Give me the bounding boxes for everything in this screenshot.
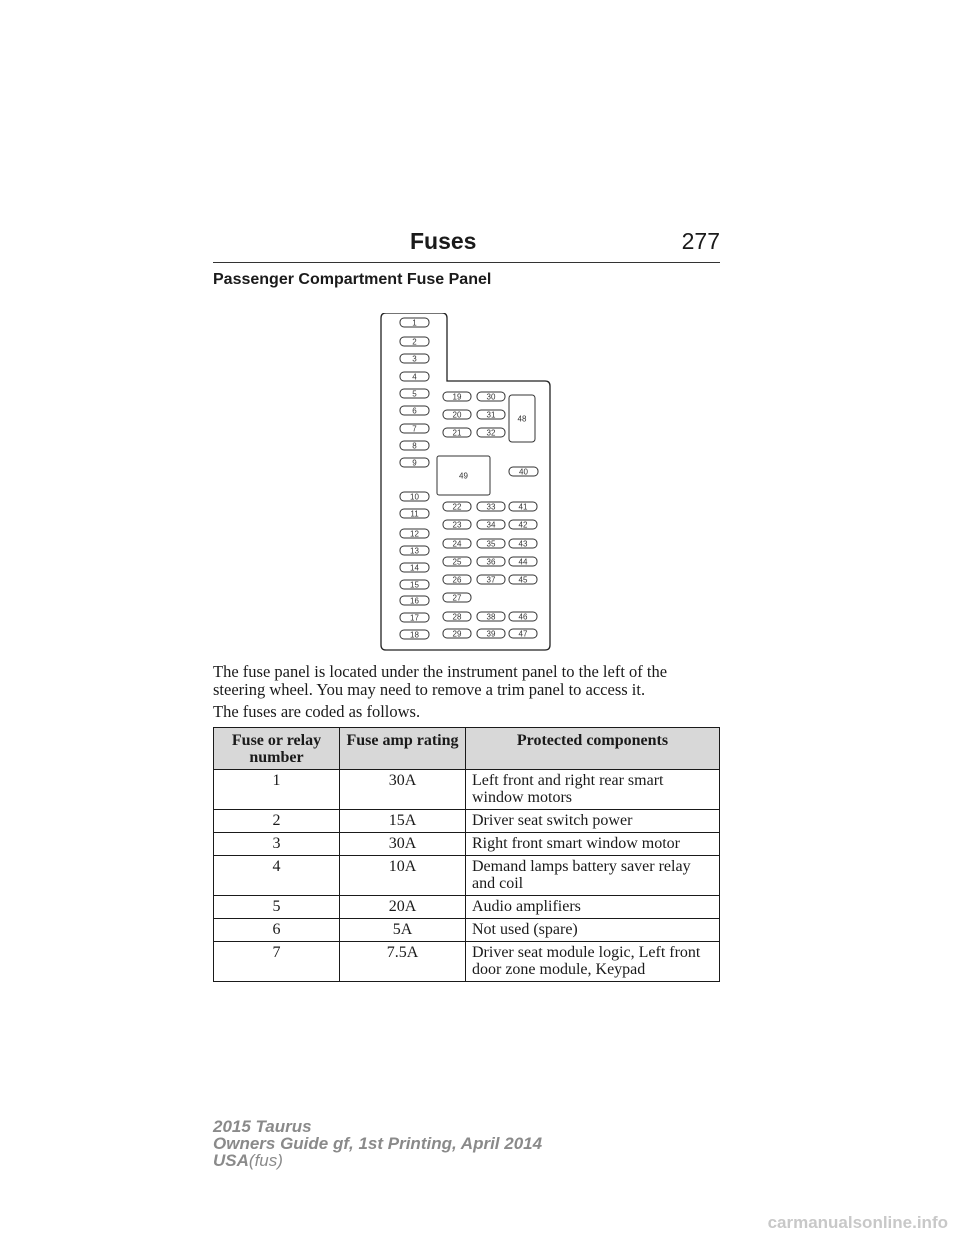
fuse-label: 27: [452, 593, 462, 603]
fuse-label: 49: [459, 471, 468, 481]
fuse-42: [509, 520, 537, 530]
fuse-43: [509, 539, 537, 549]
components-cell: Driver seat module logic, Left front door zone module, Keypad: [466, 942, 720, 982]
fuse-panel-diagram: [380, 313, 552, 651]
fuse-label: 32: [486, 428, 496, 438]
fuse-label: 22: [452, 502, 462, 512]
fuse-1: [400, 318, 429, 328]
amp-rating-cell: 15A: [340, 810, 466, 833]
components-cell: Right front smart window motor: [466, 833, 720, 856]
components-cell: Demand lamps battery saver relay and coil: [466, 856, 720, 896]
fuse-label: 18: [410, 630, 419, 640]
fuse-label: 13: [410, 546, 419, 556]
fuse-number-cell: 6: [214, 919, 340, 942]
fuse-32: [477, 428, 505, 438]
table-header-row: [214, 728, 720, 770]
fuse-label: 42: [518, 520, 528, 530]
fuse-33: [477, 502, 505, 512]
fuse-label: 29: [452, 629, 462, 639]
fuse-39: [477, 629, 505, 639]
fuse-11: [400, 509, 429, 519]
fuse-30: [477, 392, 505, 402]
fuse-label: 36: [486, 557, 496, 567]
footer-printing: Owners Guide gf, 1st Printing, April 2014: [213, 1134, 543, 1153]
fuse-18: [400, 630, 429, 640]
table-row: [214, 770, 720, 810]
table-row: [214, 810, 720, 833]
subheading: Passenger Compartment Fuse Panel: [213, 271, 492, 288]
amp-rating-cell: 5A: [340, 919, 466, 942]
fuse-6: [400, 406, 429, 416]
fuse-label: 19: [452, 392, 462, 402]
fuse-label: 17: [410, 613, 419, 623]
fuse-25: [443, 557, 471, 567]
fuse-20: [443, 410, 471, 420]
fuse-number-cell: 3: [214, 833, 340, 856]
fuse-label: 14: [410, 563, 419, 573]
components-cell: Not used (spare): [466, 919, 720, 942]
amp-rating-cell: 20A: [340, 896, 466, 919]
components-cell: Left front and right rear smart window motors: [466, 770, 720, 810]
fuse-41: [509, 502, 537, 512]
fuse-label: 20: [452, 410, 462, 420]
column-header-fuse-number: Fuse or relay number: [214, 728, 340, 770]
fuse-label: 4: [412, 372, 417, 382]
footer-market-suffix: (fus): [248, 1151, 283, 1170]
fuse-label: 30: [486, 392, 496, 402]
fuse-5: [400, 389, 429, 399]
fuse-label: 47: [518, 629, 528, 639]
amp-rating-cell: 30A: [340, 833, 466, 856]
table-row: [214, 919, 720, 942]
fuse-27: [443, 593, 471, 603]
amp-rating-cell: 10A: [340, 856, 466, 896]
fuse-label: 11: [410, 509, 419, 519]
fuse-label: 46: [518, 612, 528, 622]
fuse-label: 6: [412, 406, 417, 416]
fuse-label: 26: [452, 575, 462, 585]
footer-market-code: USA: [213, 1151, 249, 1170]
fuse-24: [443, 539, 471, 549]
fuse-label: 2: [412, 337, 417, 347]
fuse-label: 21: [452, 428, 462, 438]
footer-market: [213, 1152, 542, 1169]
fuse-40: [509, 467, 538, 477]
fuse-label: 39: [486, 629, 496, 639]
table-row: [214, 896, 720, 919]
components-cell: Driver seat switch power: [466, 810, 720, 833]
page-number: 277: [681, 228, 720, 254]
fuse-21: [443, 428, 471, 438]
fuse-13: [400, 546, 429, 556]
location-paragraph: The fuse panel is located under the instrument panel to the left of the steering wheel. You may need to remove a trim panel to access it.: [213, 662, 668, 699]
fuse-44: [509, 557, 537, 567]
fuse-label: 28: [452, 612, 462, 622]
fuse-number-cell: 7: [214, 942, 340, 982]
fuse-label: 31: [486, 410, 496, 420]
fuse-label: 1: [412, 318, 417, 328]
fuse-label: 33: [486, 502, 496, 512]
fuse-label: 8: [412, 441, 417, 451]
fuse-38: [477, 612, 505, 622]
fuse-label: 41: [518, 502, 528, 512]
fuse-label: 15: [410, 580, 419, 590]
fuse-label: 37: [486, 575, 496, 585]
fuse-label: 45: [518, 575, 528, 585]
fuse-4: [400, 372, 429, 382]
fuse-label: 7: [412, 424, 417, 434]
fuse-table: [213, 727, 720, 982]
fuse-14: [400, 563, 429, 573]
page-header: [213, 228, 720, 263]
fuse-label: 35: [486, 539, 496, 549]
fuse-label: 10: [410, 492, 419, 502]
column-header-amp-rating: Fuse amp rating: [340, 728, 466, 770]
fuse-19: [443, 392, 471, 402]
fuse-label: 24: [452, 539, 462, 549]
document-footer: [213, 1118, 542, 1169]
watermark: carmanualsonline.info: [767, 1213, 948, 1232]
fuse-label: 9: [412, 458, 417, 468]
fuse-45: [509, 575, 537, 585]
fuse-10: [400, 492, 429, 502]
components-cell: Audio amplifiers: [466, 896, 720, 919]
fuse-22: [443, 502, 471, 512]
fuse-2: [400, 337, 429, 347]
fuse-15: [400, 580, 429, 590]
section-title: Fuses: [410, 228, 477, 254]
amp-rating-cell: 7.5A: [340, 942, 466, 982]
fuse-label: 38: [486, 612, 496, 622]
fuse-34: [477, 520, 505, 530]
relay-48: [509, 395, 535, 442]
fuse-7: [400, 424, 429, 434]
fuse-36: [477, 557, 505, 567]
fuse-number-cell: 1: [214, 770, 340, 810]
fuse-label: 48: [517, 414, 527, 424]
fuse-12: [400, 529, 429, 539]
fuse-3: [400, 354, 429, 364]
table-row: [214, 942, 720, 982]
fuse-47: [509, 629, 537, 639]
fuse-label: 40: [519, 467, 528, 477]
fuse-17: [400, 613, 429, 623]
footer-model: 2015 Taurus: [213, 1117, 312, 1136]
fuse-label: 34: [486, 520, 496, 530]
fuse-number-cell: 4: [214, 856, 340, 896]
fuse-23: [443, 520, 471, 530]
fuse-26: [443, 575, 471, 585]
fuse-29: [443, 629, 471, 639]
fuse-label: 43: [518, 539, 528, 549]
fuse-label: 44: [518, 557, 528, 567]
fuse-label: 16: [410, 596, 419, 606]
fuse-number-cell: 5: [214, 896, 340, 919]
fuse-35: [477, 539, 505, 549]
fuse-label: 12: [410, 529, 419, 539]
table-row: [214, 856, 720, 896]
relay-49: [437, 456, 490, 495]
coding-paragraph: The fuses are coded as follows.: [213, 702, 421, 721]
fuse-37: [477, 575, 505, 585]
fuse-16: [400, 596, 429, 606]
table-row: [214, 833, 720, 856]
fuse-46: [509, 612, 537, 622]
fuse-label: 3: [412, 354, 417, 364]
fuse-9: [400, 458, 429, 468]
fuse-28: [443, 612, 471, 622]
fuse-number-cell: 2: [214, 810, 340, 833]
fuse-label: 5: [412, 389, 417, 399]
fuse-label: 25: [452, 557, 462, 567]
fuse-8: [400, 441, 429, 451]
fuse-31: [477, 410, 505, 420]
column-header-protected-components: Protected components: [466, 728, 720, 770]
fuse-label: 23: [452, 520, 462, 530]
amp-rating-cell: 30A: [340, 770, 466, 810]
